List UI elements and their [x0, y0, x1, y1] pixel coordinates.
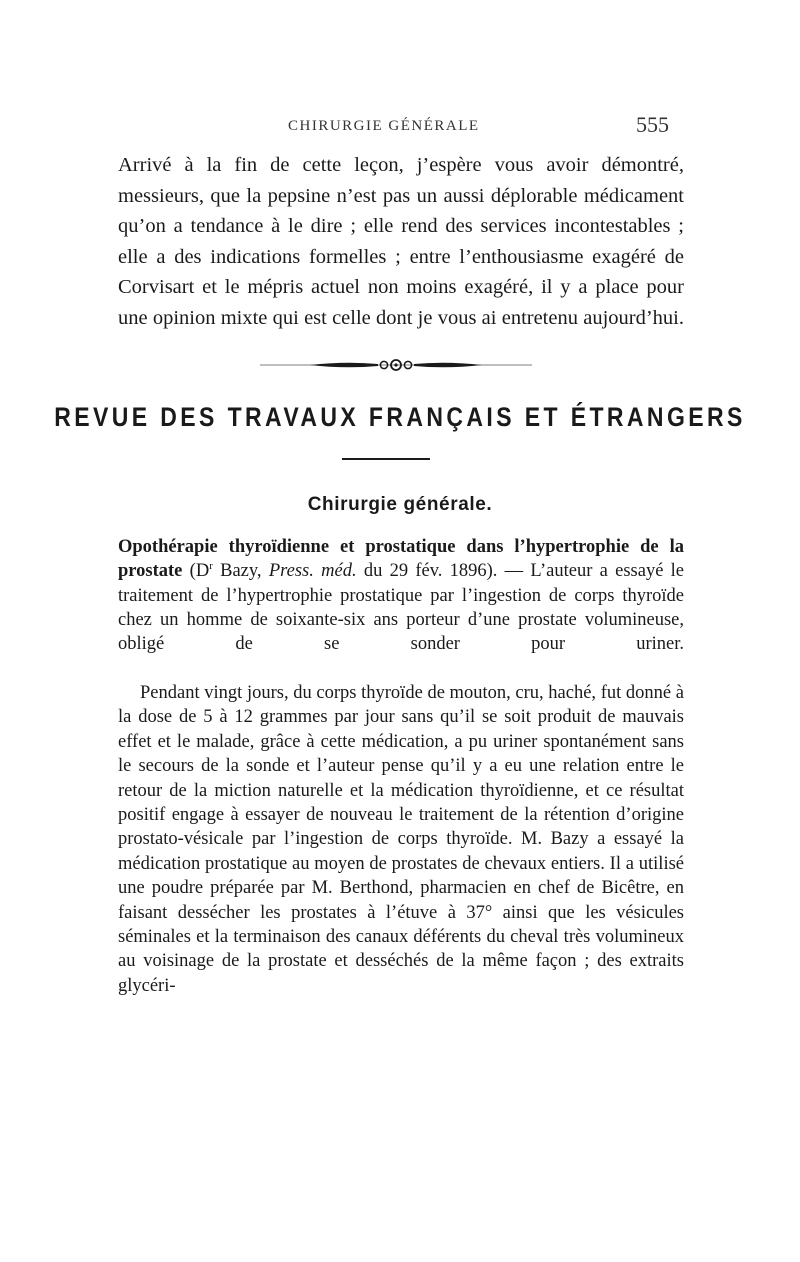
running-title: CHIRURGIE GÉNÉRALE — [288, 118, 480, 134]
article-source-sup: r — [209, 560, 213, 573]
section-rule — [342, 458, 430, 460]
intro-paragraph: Arrivé à la fin de cette leçon, j’espère vous avoir démontré, messieurs, que la pepsine n’est pas un aussi déplorable médicament qu’on a tendance à le dire ; elle rend des services incontestables ; elle a des indications formelles ; entre l’enthousiasme exagéré de Corvisart et le mépris actuel non moins exagéré, il y a place pour une opinion mixte qui est celle dont je vous ai entretenu aujourd’hui. — [118, 154, 684, 329]
section-title: REVUE DES TRAVAUX FRANÇAIS ET ÉTRANGERS — [54, 401, 746, 432]
article-source-prefix: (D — [189, 561, 210, 582]
article-body: Pendant vingt jours, du corps thyroïde de mouton, cru, haché, fut donné à la dose de 5 à 12 grammes par jour sans qu’il se soit produit de mauvais effet et le malade, grâce à cette médication, a pu uriner spontanément sans le secours de la sonde et l’auteur pense qu’il y a eu une relation entre le retour de la miction naturelle et la médication thyroïdienne, et ce résultat positif engage à essayer de nouveau le traitement de la rétention d’origine prostato-vésicale par l’ingestion de corps thyroïde. M. Bazy a essayé la médication prostatique au moyen de prostates de chevaux entiers. Il a utilisé une poudre préparée par M. Berthond, pharmacien en chef de Bicêtre, en faisant dessécher les prostates à l’étuve à 37° ainsi que les vésicules séminales et la terminaison des canaux déférents du cheval très volumineux au voisinage de la prostate et desséchés de la même façon ; des extraits glycéri- — [118, 683, 684, 996]
article-source-author: Bazy, — [212, 561, 269, 582]
subsection-title: Chirurgie générale. — [307, 494, 493, 515]
article-intro-paragraph — [118, 535, 684, 656]
article-source-journal: Press. méd. — [268, 561, 357, 582]
ornamental-divider-icon — [260, 355, 532, 375]
article-source-date: du 29 fév. 1896). — — [356, 561, 524, 582]
article-body-paragraph — [118, 681, 684, 998]
article-title: Opothérapie thyroïdienne et prostatique dans l’hypertrophie de la prostate — [118, 537, 684, 582]
article-summary: L’auteur a essayé le traitement de l’hypertrophie prostatique par l’ingestion de corps thyroïde chez un homme de soixante-six ans porteur d’une prostate volumineuse, obligé de se sonder pour uriner. — [118, 561, 685, 655]
page-number: 555 — [636, 112, 669, 137]
running-header — [0, 112, 800, 148]
